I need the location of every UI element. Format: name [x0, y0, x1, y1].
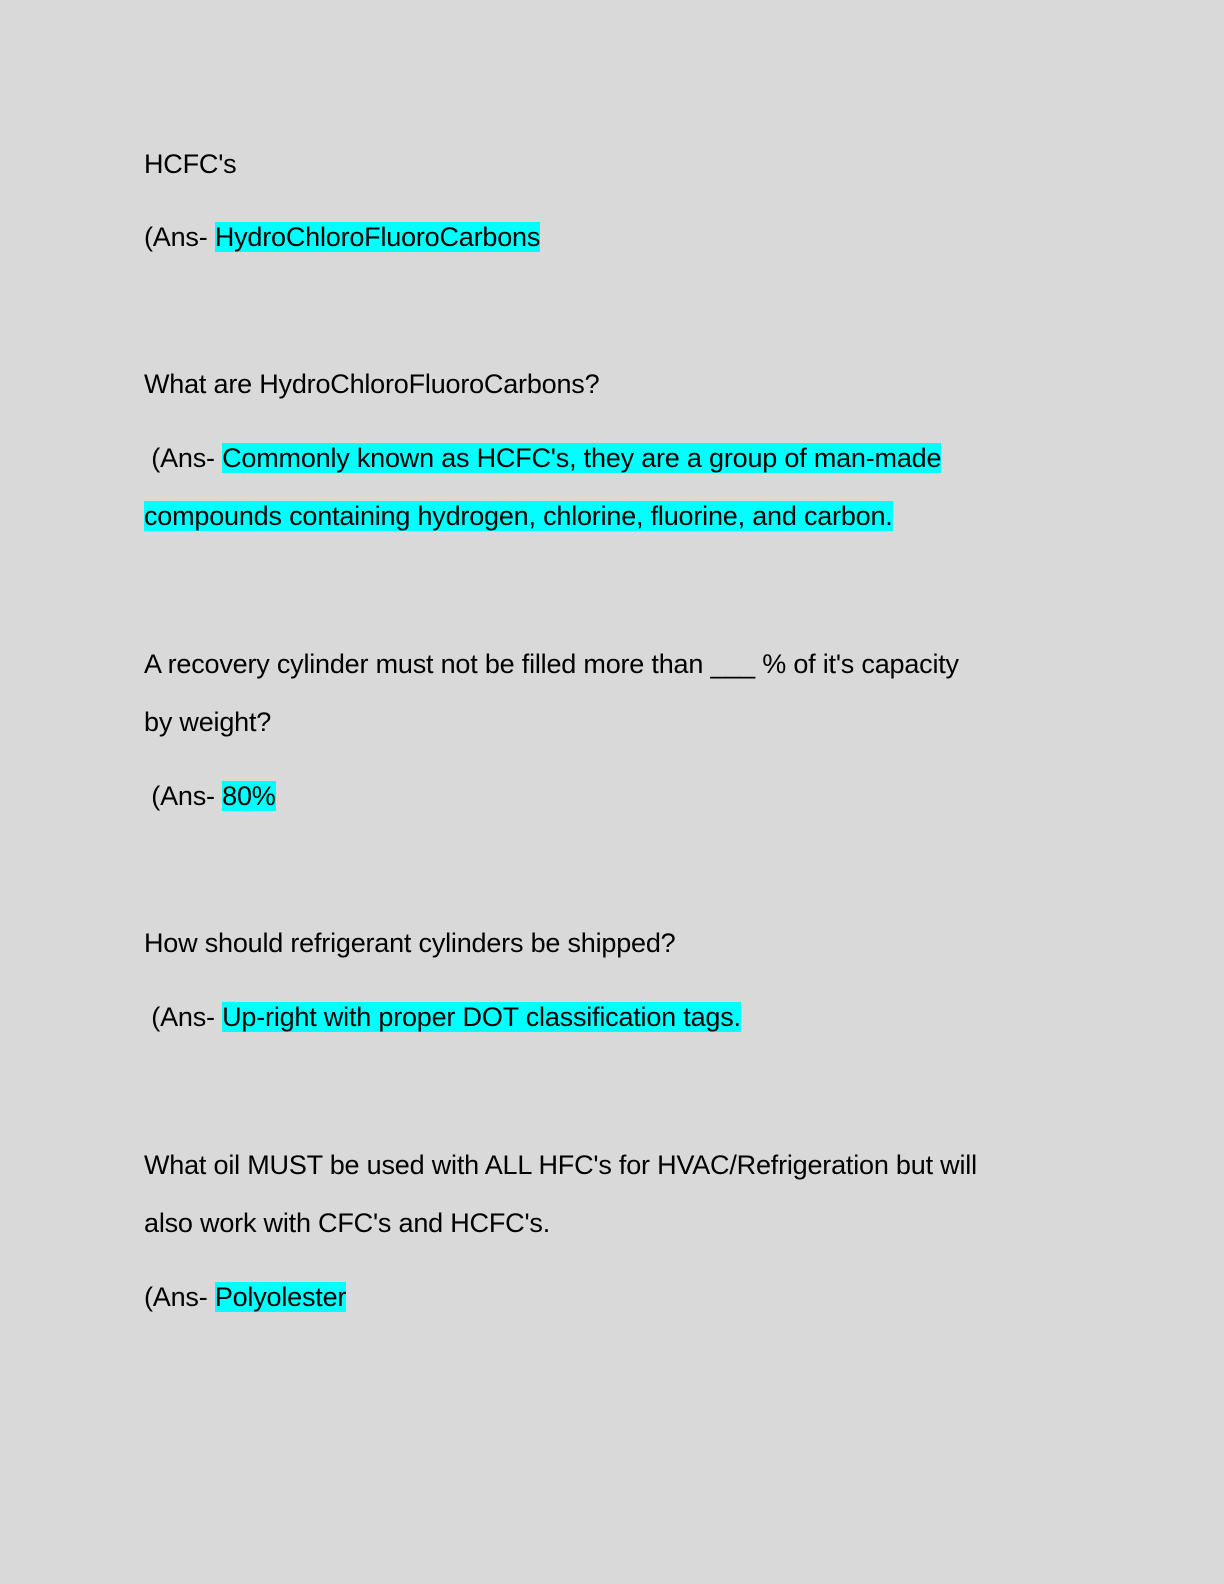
- answer-highlight: Up-right with proper DOT classification tags.: [222, 1002, 741, 1032]
- answer-prefix: (Ans-: [144, 443, 223, 473]
- question-text: HCFC's: [144, 149, 237, 179]
- question-recovery-cylinder-line-1: [144, 644, 959, 684]
- answer-prefix: (Ans-: [144, 1002, 223, 1032]
- question-text: What oil MUST be used with ALL HFC's for HVAC/Refrigeration but will: [144, 1150, 977, 1180]
- question-text: What are HydroChloroFluoroCarbons?: [144, 369, 600, 399]
- question-what-are-hcfcs: [144, 364, 599, 404]
- answer-hcfcs: [144, 217, 540, 257]
- question-oil-line-1: [144, 1145, 977, 1185]
- question-recovery-cylinder-line-2: [144, 702, 271, 742]
- answer-oil: [144, 1277, 346, 1317]
- answer-prefix: (Ans-: [144, 1282, 215, 1312]
- answer-highlight: compounds containing hydrogen, chlorine, fluorine, and carbon.: [144, 501, 893, 531]
- question-text: How should refrigerant cylinders be shipped?: [144, 928, 676, 958]
- answer-highlight: Commonly known as HCFC's, they are a group of man-made: [222, 443, 942, 473]
- answer-highlight: 80%: [222, 781, 276, 811]
- answer-highlight: HydroChloroFluoroCarbons: [214, 222, 541, 252]
- answer-prefix: (Ans-: [144, 222, 215, 252]
- question-hcfcs: [144, 144, 236, 184]
- answer-prefix: (Ans-: [144, 781, 223, 811]
- answer-highlight: Polyolester: [214, 1282, 347, 1312]
- question-oil-line-2: [144, 1203, 550, 1243]
- question-shipping: [144, 923, 676, 963]
- question-text: also work with CFC's and HCFC's.: [144, 1208, 550, 1238]
- answer-recovery-cylinder: [144, 776, 276, 816]
- question-text: A recovery cylinder must not be filled more than ___ % of it's capacity: [144, 649, 959, 679]
- answer-what-are-hcfcs-line-1: [144, 438, 941, 478]
- question-text: by weight?: [144, 707, 272, 737]
- answer-shipping: [144, 997, 741, 1037]
- answer-what-are-hcfcs-line-2: [144, 496, 893, 536]
